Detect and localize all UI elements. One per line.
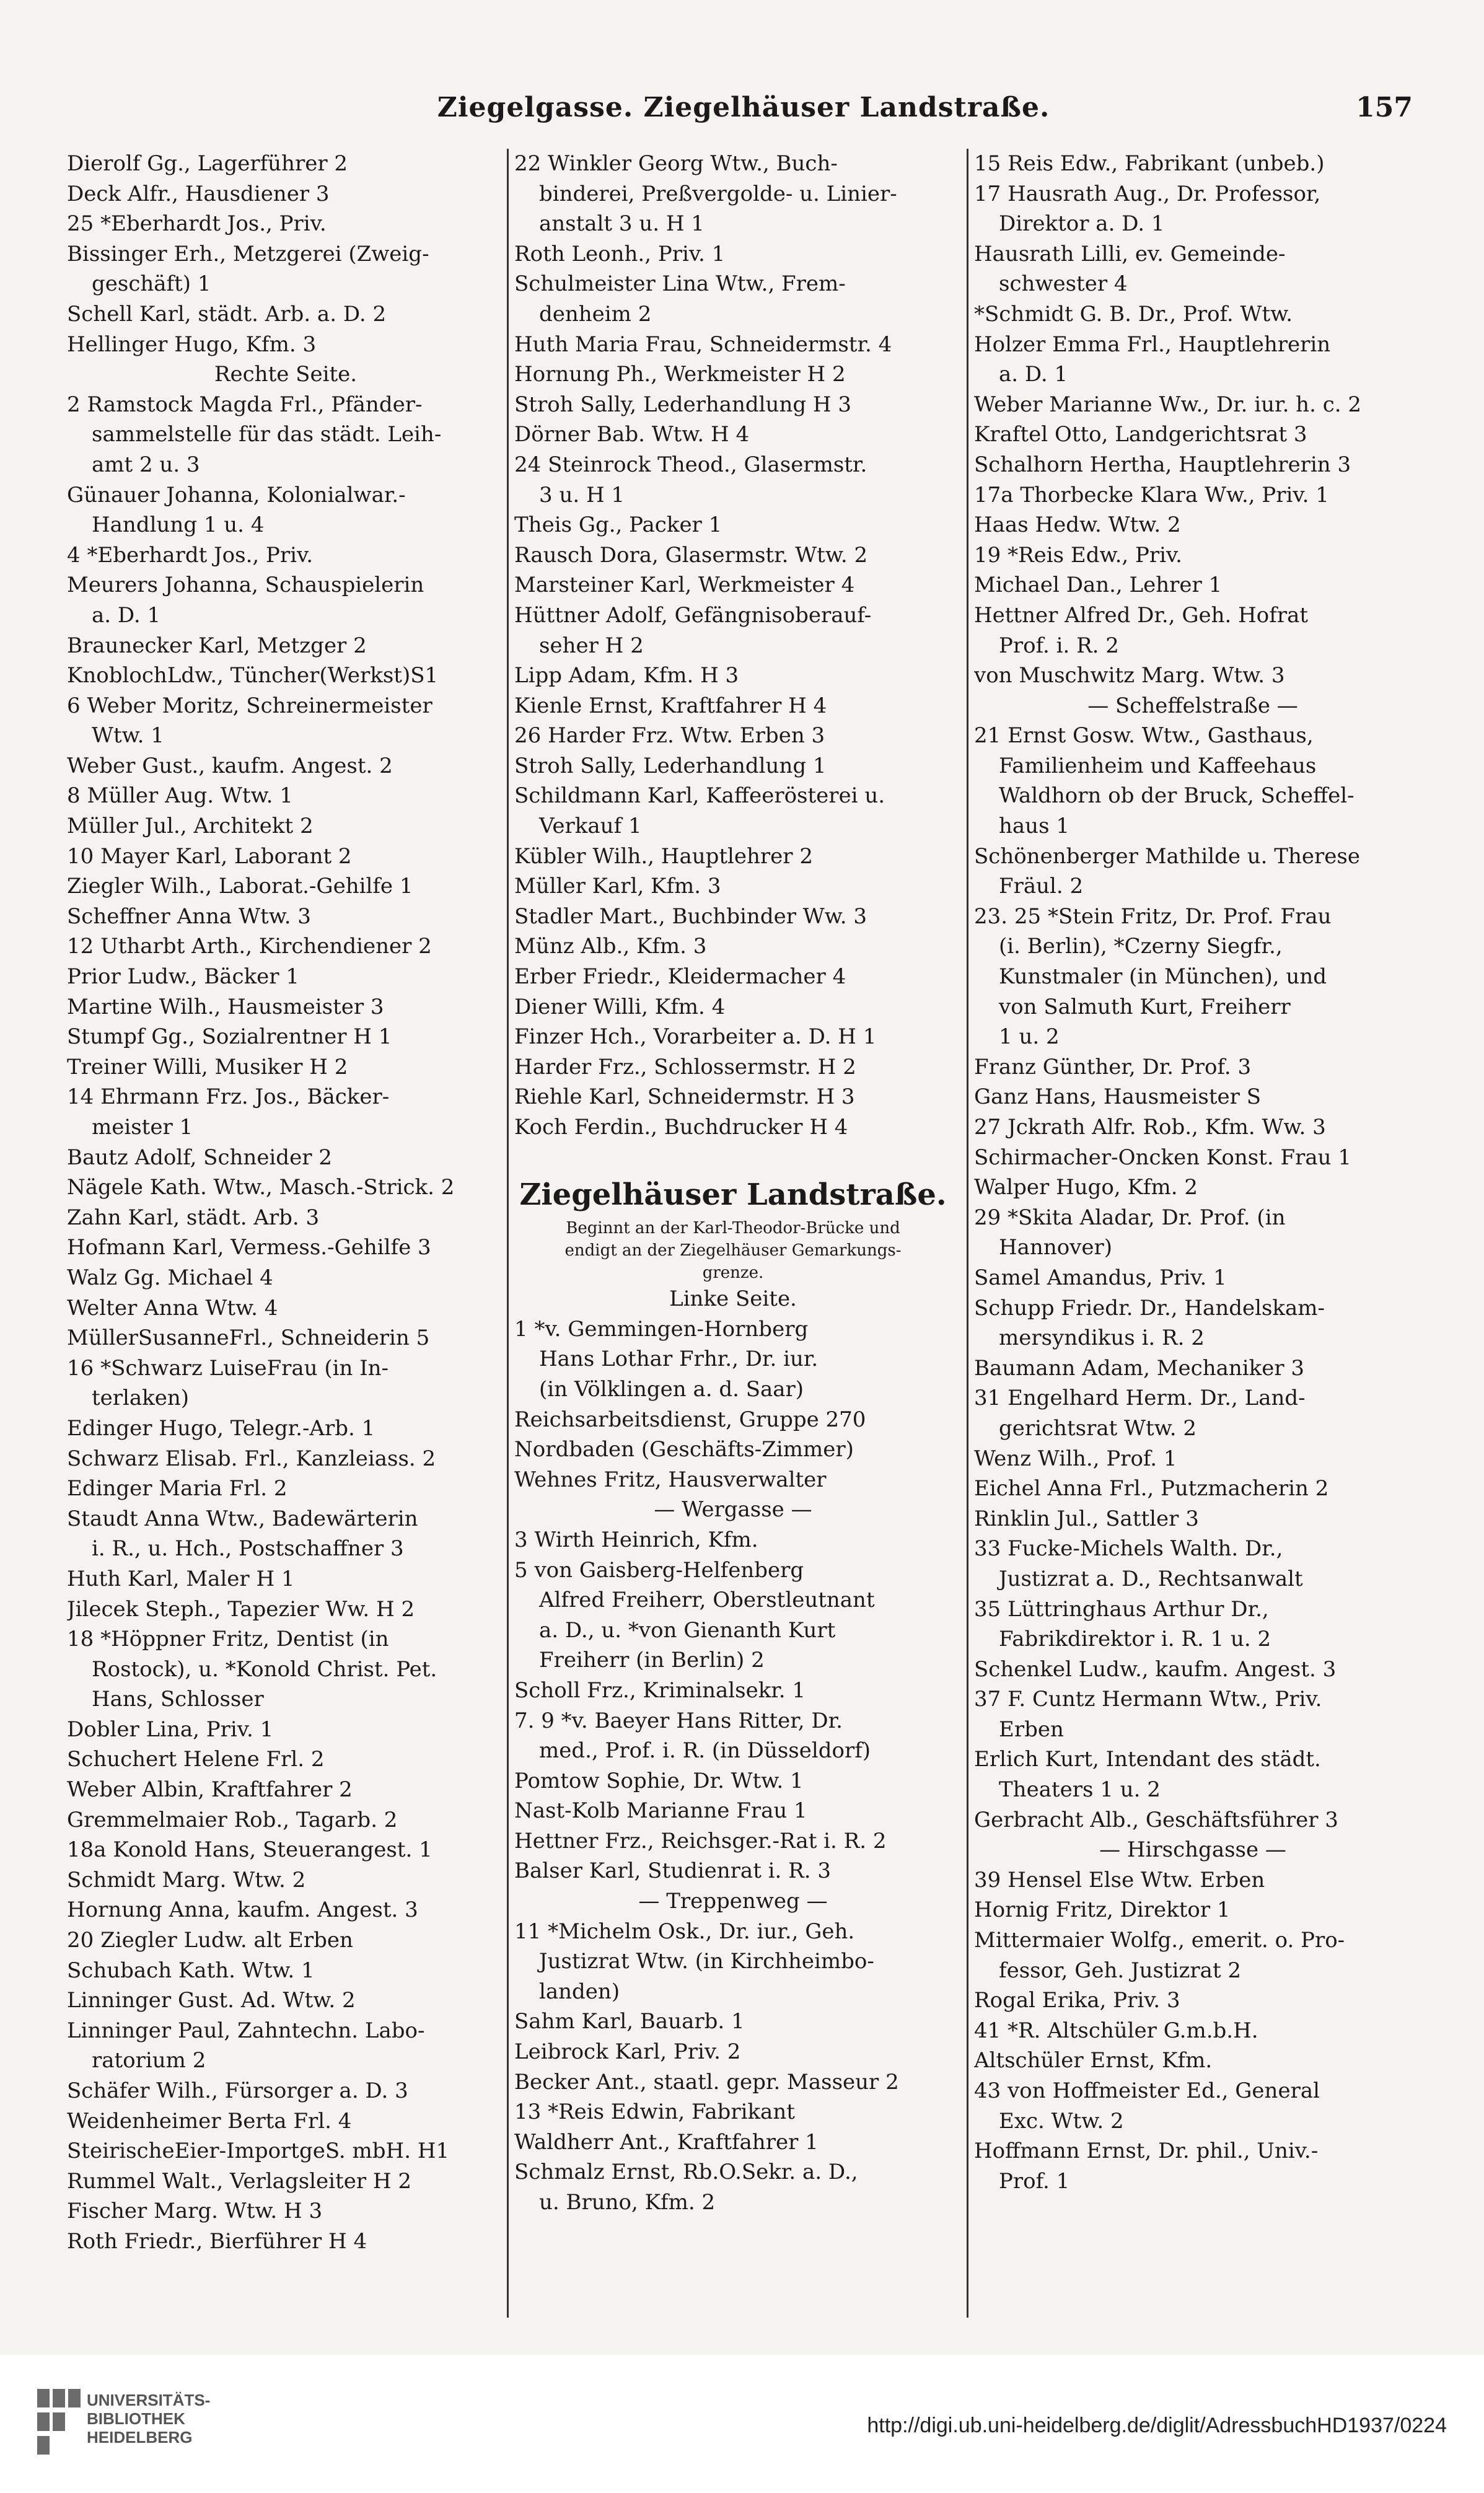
library-line: BIBLIOTHEK (87, 2409, 185, 2428)
directory-entry: 14 Ehrmann Frz. Jos., Bäcker- (67, 1084, 390, 1110)
directory-entry: Rostock), u. *Konold Christ. Pet. (92, 1656, 437, 1682)
directory-entry: landen) (539, 1979, 620, 2004)
directory-entry: Müller Karl, Kfm. 3 (514, 874, 721, 899)
directory-entry: 3 Wirth Heinrich, Kfm. (514, 1527, 758, 1552)
directory-entry: Erlich Kurt, Intendant des städt. (974, 1747, 1321, 1772)
directory-entry: Hettner Frz., Reichsger.-Rat i. R. 2 (514, 1828, 887, 1853)
directory-entry: Prior Ludw., Bäcker 1 (67, 964, 299, 990)
directory-entry: 33 Fucke-Michels Walth. Dr., (974, 1536, 1283, 1562)
directory-entry: Deck Alfr., Hausdiener 3 (67, 181, 330, 206)
directory-entry: i. R., u. Hch., Postschaffner 3 (92, 1536, 404, 1562)
directory-entry: Hettner Alfred Dr., Geh. Hofrat (974, 602, 1309, 628)
directory-entry: Hellinger Hugo, Kfm. 3 (67, 332, 317, 357)
directory-entry: Schönenberger Mathilde u. Therese (974, 843, 1360, 869)
directory-entry: Fischer Marg. Wtw. H 3 (67, 2199, 323, 2224)
directory-entry: Walper Hugo, Kfm. 2 (974, 1175, 1198, 1200)
directory-entry: Schäfer Wilh., Fürsorger a. D. 3 (67, 2078, 408, 2103)
directory-entry: Holzer Emma Frl., Hauptlehrerin (974, 332, 1331, 357)
directory-entry: schwester 4 (999, 271, 1128, 297)
directory-entry: 39 Hensel Else Wtw. Erben (974, 1867, 1265, 1893)
directory-entry: Münz Alb., Kfm. 3 (514, 934, 707, 959)
directory-entry: 27 Jckrath Alfr. Rob., Kfm. Ww. 3 (974, 1115, 1326, 1140)
directory-entry: 22 Winkler Georg Wtw., Buch- (514, 151, 838, 176)
directory-entry: Hornung Ph., Werkmeister H 2 (514, 362, 846, 387)
directory-entry: a. D. 1 (999, 362, 1068, 387)
directory-entry: Direktor a. D. 1 (999, 211, 1165, 237)
directory-entry: Rummel Walt., Verlagsleiter H 2 (67, 2168, 411, 2194)
directory-entry: Becker Ant., staatl. gepr. Masseur 2 (514, 2069, 899, 2095)
directory-entry: Stumpf Gg., Sozialrentner H 1 (67, 1024, 392, 1050)
directory-entry: Diener Willi, Kfm. 4 (514, 994, 726, 1019)
directory-entry: Schirmacher-Oncken Konst. Frau 1 (974, 1145, 1351, 1170)
directory-entry: Ganz Hans, Hausmeister S (974, 1084, 1262, 1110)
directory-entry: amt 2 u. 3 (92, 452, 200, 477)
directory-entry: u. Bruno, Kfm. 2 (539, 2190, 716, 2215)
directory-entry: Leibrock Karl, Priv. 2 (514, 2039, 741, 2065)
directory-entry: Günauer Johanna, Kolonialwar.- (67, 482, 406, 508)
directory-entry: 4 *Eberhardt Jos., Priv. (67, 542, 314, 568)
directory-entry: Welter Anna Wtw. 4 (67, 1295, 278, 1321)
directory-entry: Hoffmann Ernst, Dr. phil., Univ.- (974, 2139, 1319, 2164)
directory-entry: Nast-Kolb Marianne Frau 1 (514, 1798, 807, 1824)
directory-entry: geschäft) 1 (92, 271, 211, 297)
directory-entry: Prof. i. R. 2 (999, 633, 1119, 658)
directory-entry: Weber Albin, Kraftfahrer 2 (67, 1777, 353, 1803)
directory-entry: Wtw. 1 (92, 723, 164, 749)
directory-entry: Freiherr (in Berlin) 2 (539, 1648, 765, 1673)
directory-entry: Erber Friedr., Kleidermacher 4 (514, 964, 846, 990)
directory-entry: gerichtsrat Wtw. 2 (999, 1415, 1196, 1441)
directory-entry: 35 Lüttringhaus Arthur Dr., (974, 1596, 1269, 1622)
directory-entry: Weber Marianne Ww., Dr. iur. h. c. 2 (974, 392, 1361, 417)
directory-entry: Baumann Adam, Mechaniker 3 (974, 1355, 1305, 1381)
street-heading: Ziegelhäuser Landstraße. (519, 1177, 947, 1213)
library-logo-icon (37, 2389, 81, 2457)
directory-entry: grenze. (702, 1264, 764, 1283)
footer-bar (0, 2355, 1484, 2493)
directory-entry: Schalhorn Hertha, Hauptlehrerin 3 (974, 452, 1351, 477)
directory-entry: 26 Harder Frz. Wtw. Erben 3 (514, 723, 825, 749)
directory-entry: Weber Gust., kaufm. Angest. 2 (67, 753, 393, 778)
directory-entry: Huth Maria Frau, Schneidermstr. 4 (514, 332, 892, 357)
directory-entry: Dobler Lina, Priv. 1 (67, 1717, 274, 1742)
directory-entry: Jilecek Steph., Tapezier Ww. H 2 (67, 1596, 415, 1622)
directory-entry: Pomtow Sophie, Dr. Wtw. 1 (514, 1768, 804, 1793)
source-url-link[interactable]: http://digi.ub.uni-heidelberg.de/diglit/AdressbuchHD1937/0224 (867, 2414, 1447, 2437)
directory-entry: Handlung 1 u. 4 (92, 512, 265, 538)
directory-entry: Michael Dan., Lehrer 1 (974, 573, 1223, 598)
directory-entry: 18 *Höppner Fritz, Dentist (in (67, 1627, 389, 1652)
directory-entry: Martine Wilh., Hausmeister 3 (67, 994, 384, 1019)
directory-entry: Roth Friedr., Bierführer H 4 (67, 2228, 367, 2254)
directory-entry: 1 u. 2 (999, 1024, 1060, 1050)
directory-entry: von Salmuth Kurt, Freiherr (999, 994, 1291, 1019)
directory-entry: Altschüler Ernst, Kfm. (974, 2048, 1213, 2073)
directory-entry: 1 *v. Gemmingen-Hornberg (514, 1316, 809, 1342)
directory-entry: Rogal Erika, Priv. 3 (974, 1988, 1180, 2013)
directory-entry: Hans Lothar Frhr., Dr. iur. (539, 1347, 819, 1372)
directory-entry: 43 von Hoffmeister Ed., General (974, 2078, 1320, 2103)
directory-entry: terlaken) (92, 1386, 190, 1411)
section-heading: Linke Seite. (669, 1286, 797, 1312)
directory-entry: 17 Hausrath Aug., Dr. Professor, (974, 181, 1321, 206)
directory-entry: Theis Gg., Packer 1 (514, 512, 722, 538)
directory-entry: Mittermaier Wolfg., emerit. o. Pro- (974, 1928, 1345, 1953)
library-line: HEIDELBERG (87, 2428, 193, 2447)
directory-entry: Schildmann Karl, Kaffeerösterei u. (514, 783, 885, 809)
directory-entry: seher H 2 (539, 633, 644, 658)
directory-entry: 5 von Gaisberg-Helfenberg (514, 1557, 804, 1583)
directory-entry: Kübler Wilh., Hauptlehrer 2 (514, 843, 813, 869)
directory-entry: 18a Konold Hans, Steuerangest. 1 (67, 1837, 432, 1863)
directory-entry: med., Prof. i. R. (in Düsseldorf) (539, 1738, 871, 1764)
directory-entry: Hofmann Karl, Vermess.-Gehilfe 3 (67, 1235, 431, 1260)
directory-entry: 12 Utharbt Arth., Kirchendiener 2 (67, 934, 432, 959)
directory-entry: Schuchert Helene Frl. 2 (67, 1747, 325, 1772)
section-heading: Rechte Seite. (214, 362, 358, 387)
directory-entry: a. D., u. *von Gienanth Kurt (539, 1617, 836, 1643)
directory-entry: Waldherr Ant., Kraftfahrer 1 (514, 2129, 819, 2155)
directory-entry: Edinger Hugo, Telegr.-Arb. 1 (67, 1415, 375, 1441)
directory-entry: Fräul. 2 (999, 874, 1084, 899)
directory-entry: Huth Karl, Maler H 1 (67, 1566, 295, 1591)
directory-entry: Weidenheimer Berta Frl. 4 (67, 2108, 352, 2134)
directory-entry: haus 1 (999, 814, 1069, 839)
directory-entry: Verkauf 1 (539, 814, 642, 839)
directory-entry: Beginnt an der Karl-Theodor-Brücke und (566, 1219, 900, 1238)
directory-entry: Koch Ferdin., Buchdrucker H 4 (514, 1115, 848, 1140)
directory-entry: Ziegler Wilh., Laborat.-Gehilfe 1 (67, 874, 413, 899)
directory-entry: Hornung Anna, kaufm. Angest. 3 (67, 1897, 418, 1923)
directory-entry: Edinger Maria Frl. 2 (67, 1476, 288, 1502)
directory-entry: Dierolf Gg., Lagerführer 2 (67, 151, 348, 176)
directory-entry: 37 F. Cuntz Hermann Wtw., Priv. (974, 1687, 1322, 1712)
library-line: UNIVERSITÄTS- (87, 2391, 211, 2409)
directory-entry: Linninger Gust. Ad. Wtw. 2 (67, 1988, 356, 2013)
column-left (67, 149, 504, 2318)
directory-entry: von Muschwitz Marg. Wtw. 3 (974, 663, 1285, 688)
section-heading: — Hirschgasse — (1099, 1837, 1286, 1863)
directory-entry: fessor, Geh. Justizrat 2 (999, 1958, 1242, 1983)
directory-entry: Bautz Adolf, Schneider 2 (67, 1145, 332, 1170)
directory-entry: Hüttner Adolf, Gefängnisoberauf- (514, 602, 872, 628)
column-middle (514, 149, 952, 2318)
directory-entry: Prof. 1 (999, 2168, 1070, 2194)
directory-entry: Braunecker Karl, Metzger 2 (67, 633, 367, 658)
directory-entry: binderei, Preßvergolde- u. Linier- (539, 181, 897, 206)
directory-entry: 23. 25 *Stein Fritz, Dr. Prof. Frau (974, 904, 1332, 929)
directory-entry: Alfred Freiherr, Oberstleutnant (539, 1588, 875, 1613)
directory-entry: Samel Amandus, Priv. 1 (974, 1265, 1227, 1290)
directory-columns (67, 149, 1418, 2318)
directory-entry: Linninger Paul, Zahntechn. Labo- (67, 2018, 425, 2043)
directory-entry: 19 *Reis Edw., Priv. (974, 542, 1182, 568)
directory-entry: 24 Steinrock Theod., Glasermstr. (514, 452, 867, 477)
directory-entry: Schulmeister Lina Wtw., Frem- (514, 271, 846, 297)
directory-entry: Nordbaden (Geschäfts-Zimmer) (514, 1437, 854, 1462)
directory-entry: meister 1 (92, 1115, 193, 1140)
directory-entry: Rinklin Jul., Sattler 3 (974, 1506, 1199, 1531)
directory-entry: Justizrat Wtw. (in Kirchheimbo- (539, 1949, 874, 1974)
directory-entry: Marsteiner Karl, Werkmeister 4 (514, 573, 855, 598)
directory-entry: Schupp Friedr. Dr., Handelskam- (974, 1295, 1325, 1321)
directory-entry: Waldhorn ob der Bruck, Scheffel- (999, 783, 1354, 809)
directory-entry: Eichel Anna Frl., Putzmacherin 2 (974, 1476, 1329, 1502)
directory-entry: Hannover) (999, 1235, 1113, 1260)
directory-entry: Schubach Kath. Wtw. 1 (67, 1958, 315, 1983)
directory-entry: Schenkel Ludw., kaufm. Angest. 3 (974, 1656, 1337, 1682)
directory-entry: SteirischeEier-ImportgeS. mbH. H1 (67, 2139, 450, 2164)
page-title: Ziegelgasse. Ziegelhäuser Landstraße. (437, 92, 1050, 123)
directory-entry: Treiner Willi, Musiker H 2 (67, 1054, 348, 1079)
directory-entry: Schmidt Marg. Wtw. 2 (67, 1867, 306, 1893)
directory-entry: anstalt 3 u. H 1 (539, 211, 705, 237)
directory-entry: 17a Thorbecke Klara Ww., Priv. 1 (974, 482, 1329, 508)
section-heading: — Treppenweg — (638, 1889, 828, 1914)
directory-entry: Kraftel Otto, Landgerichtsrat 3 (974, 422, 1307, 447)
directory-entry: 11 *Michelm Osk., Dr. iur., Geh. (514, 1919, 855, 1944)
directory-entry: Balser Karl, Studienrat i. R. 3 (514, 1858, 832, 1884)
directory-entry: Schell Karl, städt. Arb. a. D. 2 (67, 301, 387, 327)
directory-entry: Erben (999, 1717, 1064, 1742)
directory-entry: 16 *Schwarz LuiseFrau (in In- (67, 1355, 389, 1381)
section-heading: — Wergasse — (654, 1497, 812, 1523)
directory-entry: Riehle Karl, Schneidermstr. H 3 (514, 1084, 855, 1110)
directory-entry: KnoblochLdw., Tüncher(Werkst)S1 (67, 663, 439, 688)
directory-entry: Gerbracht Alb., Geschäftsführer 3 (974, 1807, 1338, 1832)
directory-entry: Rausch Dora, Glasermstr. Wtw. 2 (514, 542, 868, 568)
directory-entry: 13 *Reis Edwin, Fabrikant (514, 2099, 795, 2125)
directory-entry: Kunstmaler (in München), und (999, 964, 1327, 990)
directory-entry: Scheffner Anna Wtw. 3 (67, 904, 311, 929)
directory-entry: 3 u. H 1 (539, 482, 625, 508)
directory-entry: ratorium 2 (92, 2048, 206, 2073)
directory-entry: 7. 9 *v. Baeyer Hans Ritter, Dr. (514, 1708, 843, 1733)
directory-entry: Franz Günther, Dr. Prof. 3 (974, 1054, 1252, 1079)
directory-entry: Hornig Fritz, Direktor 1 (974, 1897, 1231, 1923)
directory-entry: (in Völklingen a. d. Saar) (539, 1376, 804, 1402)
directory-entry: 41 *R. Altschüler G.m.b.H. (974, 2018, 1258, 2043)
directory-entry: Lipp Adam, Kfm. H 3 (514, 663, 739, 688)
directory-entry: Hans, Schlosser (92, 1687, 264, 1712)
directory-entry: Staudt Anna Wtw., Badewärterin (67, 1506, 418, 1531)
directory-entry: 31 Engelhard Herm. Dr., Land- (974, 1386, 1306, 1411)
directory-entry: Familienheim und Kaffeehaus (999, 753, 1317, 778)
directory-entry: Stroh Sally, Lederhandlung H 3 (514, 392, 851, 417)
directory-entry: Reichsarbeitsdienst, Gruppe 270 (514, 1407, 866, 1432)
directory-entry: Gremmelmaier Rob., Tagarb. 2 (67, 1807, 398, 1832)
directory-entry: Dörner Bab. Wtw. H 4 (514, 422, 750, 447)
section-heading: — Scheffelstraße — (1087, 693, 1298, 718)
directory-entry: 15 Reis Edw., Fabrikant (unbeb.) (974, 151, 1325, 176)
directory-entry: Walz Gg. Michael 4 (67, 1265, 273, 1290)
directory-entry: (i. Berlin), *Czerny Siegfr., (999, 934, 1283, 959)
directory-entry: 29 *Skita Aladar, Dr. Prof. (in (974, 1205, 1286, 1230)
directory-entry: mersyndikus i. R. 2 (999, 1326, 1205, 1351)
directory-entry: MüllerSusanneFrl., Schneiderin 5 (67, 1326, 430, 1351)
directory-entry (514, 1143, 952, 1173)
directory-entry: Schmalz Ernst, Rb.O.Sekr. a. D., (514, 2160, 858, 2185)
directory-entry: sammelstelle für das städt. Leih- (92, 422, 442, 447)
page-header (74, 92, 1413, 129)
directory-entry: 20 Ziegler Ludw. alt Erben (67, 1928, 353, 1953)
directory-entry: Hausrath Lilli, ev. Gemeinde- (974, 241, 1286, 266)
directory-entry: Scholl Frz., Kriminalsekr. 1 (514, 1677, 806, 1703)
directory-entry: Finzer Hch., Vorarbeiter a. D. H 1 (514, 1024, 877, 1050)
directory-entry: *Schmidt G. B. Dr., Prof. Wtw. (974, 301, 1293, 327)
directory-entry: 25 *Eberhardt Jos., Priv. (67, 211, 327, 237)
library-name (87, 2391, 210, 2447)
directory-entry: 8 Müller Aug. Wtw. 1 (67, 783, 293, 809)
directory-entry: endigt an der Ziegelhäuser Gemarkungs- (564, 1241, 902, 1260)
directory-entry: 21 Ernst Gosw. Wtw., Gasthaus, (974, 723, 1314, 749)
directory-entry: Exc. Wtw. 2 (999, 2108, 1124, 2134)
directory-entry: Wenz Wilh., Prof. 1 (974, 1446, 1177, 1471)
directory-entry: Meurers Johanna, Schauspielerin (67, 573, 424, 598)
directory-entry: Schwarz Elisab. Frl., Kanzleiass. 2 (67, 1446, 436, 1471)
directory-entry: Fabrikdirektor i. R. 1 u. 2 (999, 1627, 1271, 1652)
directory-entry: 10 Mayer Karl, Laborant 2 (67, 843, 352, 869)
directory-entry: Stadler Mart., Buchbinder Ww. 3 (514, 904, 867, 929)
directory-entry: Bissinger Erh., Metzgerei (Zweig- (67, 241, 429, 266)
directory-entry: 6 Weber Moritz, Schreinermeister (67, 693, 432, 718)
directory-entry: Nägele Kath. Wtw., Masch.-Strick. 2 (67, 1175, 455, 1200)
directory-entry: denheim 2 (539, 301, 652, 327)
directory-entry: Müller Jul., Architekt 2 (67, 814, 314, 839)
directory-entry: a. D. 1 (92, 602, 161, 628)
directory-entry: Sahm Karl, Bauarb. 1 (514, 2009, 745, 2034)
directory-entry: 2 Ramstock Magda Frl., Pfänder- (67, 392, 423, 417)
page-number: 157 (1356, 92, 1413, 123)
directory-entry: Harder Frz., Schlossermstr. H 2 (514, 1054, 856, 1079)
column-right (974, 149, 1412, 2318)
directory-entry: Wehnes Fritz, Hausverwalter (514, 1467, 827, 1492)
directory-entry: Haas Hedw. Wtw. 2 (974, 512, 1181, 538)
directory-entry: Stroh Sally, Lederhandlung 1 (514, 753, 827, 778)
directory-entry: Theaters 1 u. 2 (999, 1777, 1161, 1803)
directory-entry: Kienle Ernst, Kraftfahrer H 4 (514, 693, 827, 718)
directory-entry: Roth Leonh., Priv. 1 (514, 241, 726, 266)
directory-entry: Zahn Karl, städt. Arb. 3 (67, 1205, 320, 1230)
directory-entry: Justizrat a. D., Rechtsanwalt (999, 1566, 1303, 1591)
